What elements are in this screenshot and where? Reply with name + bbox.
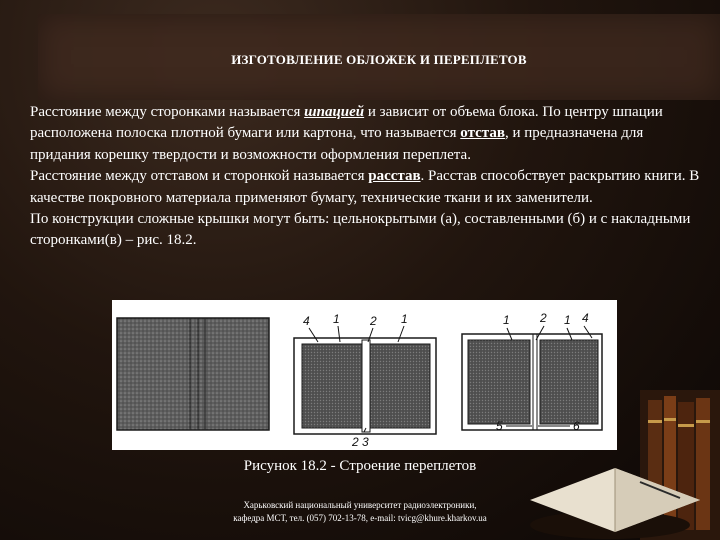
paragraph-constructions: По конструкции сложные крышки могут быть: цельнокрытыми (а), составленными (б) и с накладными сторонками(в) – рис. 18.2.: [30, 211, 691, 249]
footer: [0, 499, 720, 525]
label-c-1b: 1: [564, 313, 571, 327]
label-c-5: 5: [496, 419, 503, 433]
label-c-1: 1: [503, 313, 510, 327]
paragraph-rasstav: Расстояние между отставом и сторонкой называется расстав. Расстав способствует раскрытию книги. В качестве покровного материала применяют бумагу, технические ткани и их заменители.: [30, 168, 700, 206]
paragraph-shpatsiya: Расстояние между сторонками называется шпацией и зависит от объема блока. По центру шпации расположена полоска плотной бумаги или картона, что называется отстав, и предназначена для придания корешку твердости и возможности оформления переплета.: [30, 104, 663, 163]
slide-title: ИЗГОТОВЛЕНИЕ ОБЛОЖЕК И ПЕРЕПЛЕТОВ: [231, 52, 527, 67]
label-b-1b: 1: [401, 312, 408, 326]
label-b-23: 2 3: [352, 435, 369, 449]
figure-caption: Рисунок 18.2 - Строение переплетов: [243, 458, 477, 474]
label-c-2: 2: [540, 311, 547, 325]
label-b-2: 2: [370, 314, 377, 328]
term-shpatsiya: шпацией: [304, 104, 365, 120]
diagram-a-whole-covered: [117, 318, 269, 430]
binding-figure: [112, 300, 617, 450]
body-text: [30, 102, 705, 252]
diagram-c-applied-sides: [462, 311, 602, 433]
footer-university: Харьковский национальный университет радиоэлектроники,: [243, 500, 477, 510]
title-band: [38, 14, 720, 100]
footer-contacts: кафедра МСТ, тел. (057) 702-13-78, e-mail: tvicg@khure.kharkov.ua: [233, 513, 487, 523]
diagram-b-composed: [294, 312, 436, 449]
term-rasstav: расстав: [368, 168, 421, 185]
label-b-4: 4: [303, 314, 310, 328]
label-b-1: 1: [333, 312, 340, 326]
term-otstav: отстав: [460, 125, 505, 142]
label-c-6: 6: [573, 419, 580, 433]
label-c-4: 4: [582, 311, 589, 325]
